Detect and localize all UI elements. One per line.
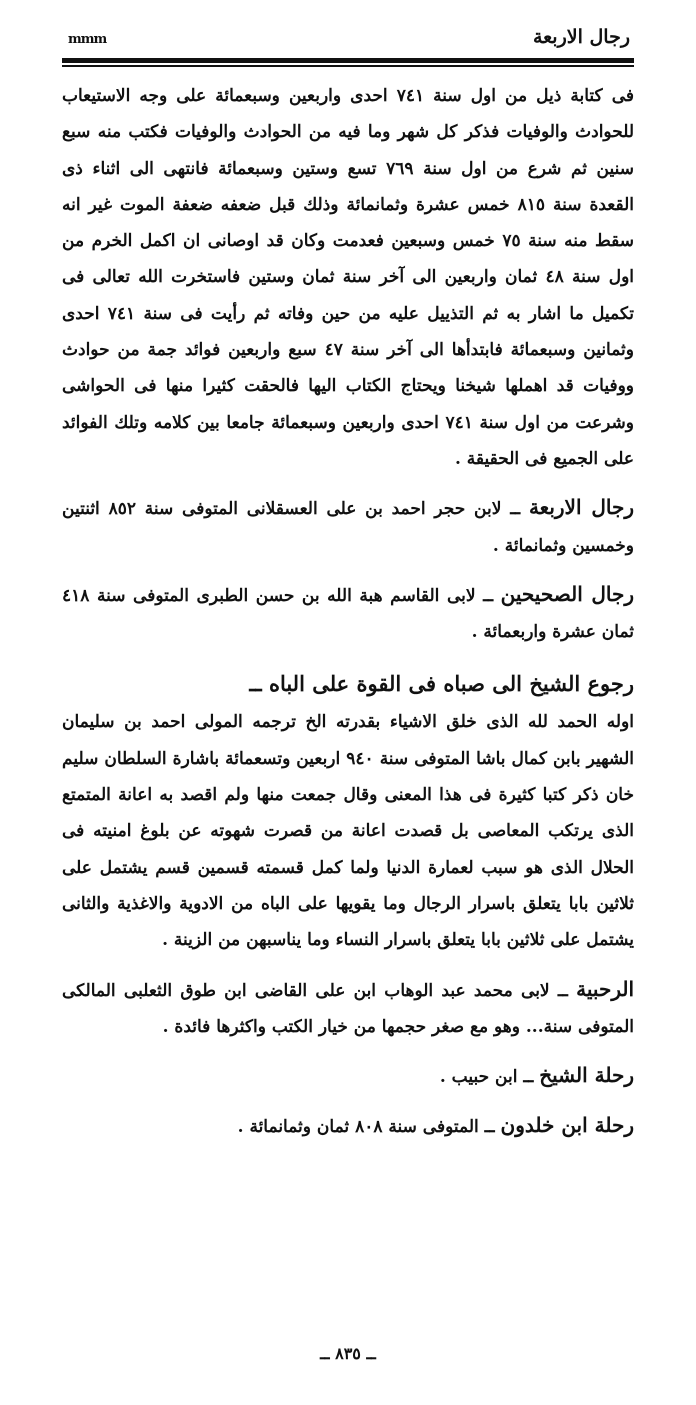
entry-rijal-al-sahihayn [62,576,634,651]
header-rule-thick [62,58,634,63]
entry-rujoo-al-shaykh [62,664,634,958]
entry-rihlat-al-shaykh [62,1057,634,1095]
entry-heading: الرحبية [576,976,634,1001]
entry-text: اوله الحمد لله الذى خلق الاشياء بقدرته الخ ترجمه المولى احمد بن سليمان الشهير بابن كمال باشا المتوفى سنة ٩٤٠ اربعين وتسعمائة باشارة السلطان سليم خان ذكر كتبا كثيرة فى هذا المعنى وقال جمعت منها ولم اقصد به اعانة المتمتع الذى يرتكب المعاصى بل قصدت اعانة من قصرت شهوته عن بلوغ امنيته فى الحلال الذى هو سبب لعمارة الدنيا ولما كمل قسمته قسمين قسم يشتمل على ثلاثين بابا يتعلق باسرار الرجال وما يقويها على الباه من الادوية والاغذية والثانى يشتمل على ثلاثين بابا يتعلق باسرار النساء وما يناسبهن من الزينة . [62,712,634,951]
entry-rihlat-ibn-khaldun [62,1107,634,1145]
entry-heading: رجال الاربعة [528,495,634,520]
entry-text: ــ لابى محمد عبد الوهاب ابن على القاضى ابن طوق الثعلبى المالكى المتوفى سنة... وهو مع صغر حجمها من خيار الكتب واكثرها فائدة . [62,980,634,1037]
running-header [62,22,634,60]
entry-text: ــ المتوفى سنة ٨٠٨ ثمان وثمانمائة . [237,1117,501,1138]
entry-heading: رحلة الشيخ [539,1063,634,1088]
page [62,22,634,1372]
entry-heading: رجوع الشيخ الى صباه فى القوة على الباه ــ [249,671,634,697]
header-marker: mmm [68,32,107,47]
page-body [62,78,634,1146]
entry-rijal-al-arbaa [62,489,634,564]
header-rule-thin [62,65,634,67]
page-number: ــ ٨٣٥ ــ [320,1344,376,1363]
paragraph-continuation: فى كتابة ذيل من اول سنة ٧٤١ احدى واربعين وسبعمائة على وجه الاستيعاب للحوادث والوفيات فذكر كل شهر وما فيه من الحوادث والوفيات فكتب منه سبع سنين ثم شرع من اول سنة ٧٦٩ تسع وستين وسبعمائة فانتهى الى اثناء ذى القعدة سنة ٨١٥ خمس عشرة وثمانمائة وذلك قبل ضعفه ضعفة الموت غير انه سقط منه سنة ٧٥ خمس وسبعين فعدمت وكان قد اوصانى ان اكمل الخرم من اول سنة ٤٨ ثمان واربعين الى آخر سنة ثمان وستين فاستخرت الله تعالى فى تكميل ما اشار به ثم التذييل عليه من حين وفاته ثم رأيت فى سنة ٧٤١ احدى وثمانين وسبعمائة فابتدأها الى آخر سنة ٤٧ سبع واربعين فوائد جمة من حوادث ووفيات قد اهملها شيخنا ويحتاج الكتاب اليها فالحقت كثيرا منها فى الحواشى وشرعت من اول سنة ٧٤١ احدى واربعين وسبعمائة جامعا بين كلامه وتلك الفوائد على الجميع فى الحقيقة . [62,86,635,469]
entry-text: ــ لابن حجر احمد بن على العسقلانى المتوفى سنة ٨٥٢ اثنتين وخمسين وثمانمائة . [62,499,634,556]
entry-heading: رحلة ابن خلدون [500,1113,634,1138]
entry-al-rahabiyya [62,971,634,1046]
entry-text: ــ لابى القاسم هبة الله بن حسن الطبرى المتوفى سنة ٤١٨ ثمان عشرة واربعمائة . [62,585,634,643]
header-title: رجال الاربعة [532,26,630,48]
entry-text: ــ ابن حبيب . [439,1067,540,1088]
entry-heading: رجال الصحيحين [500,581,635,606]
